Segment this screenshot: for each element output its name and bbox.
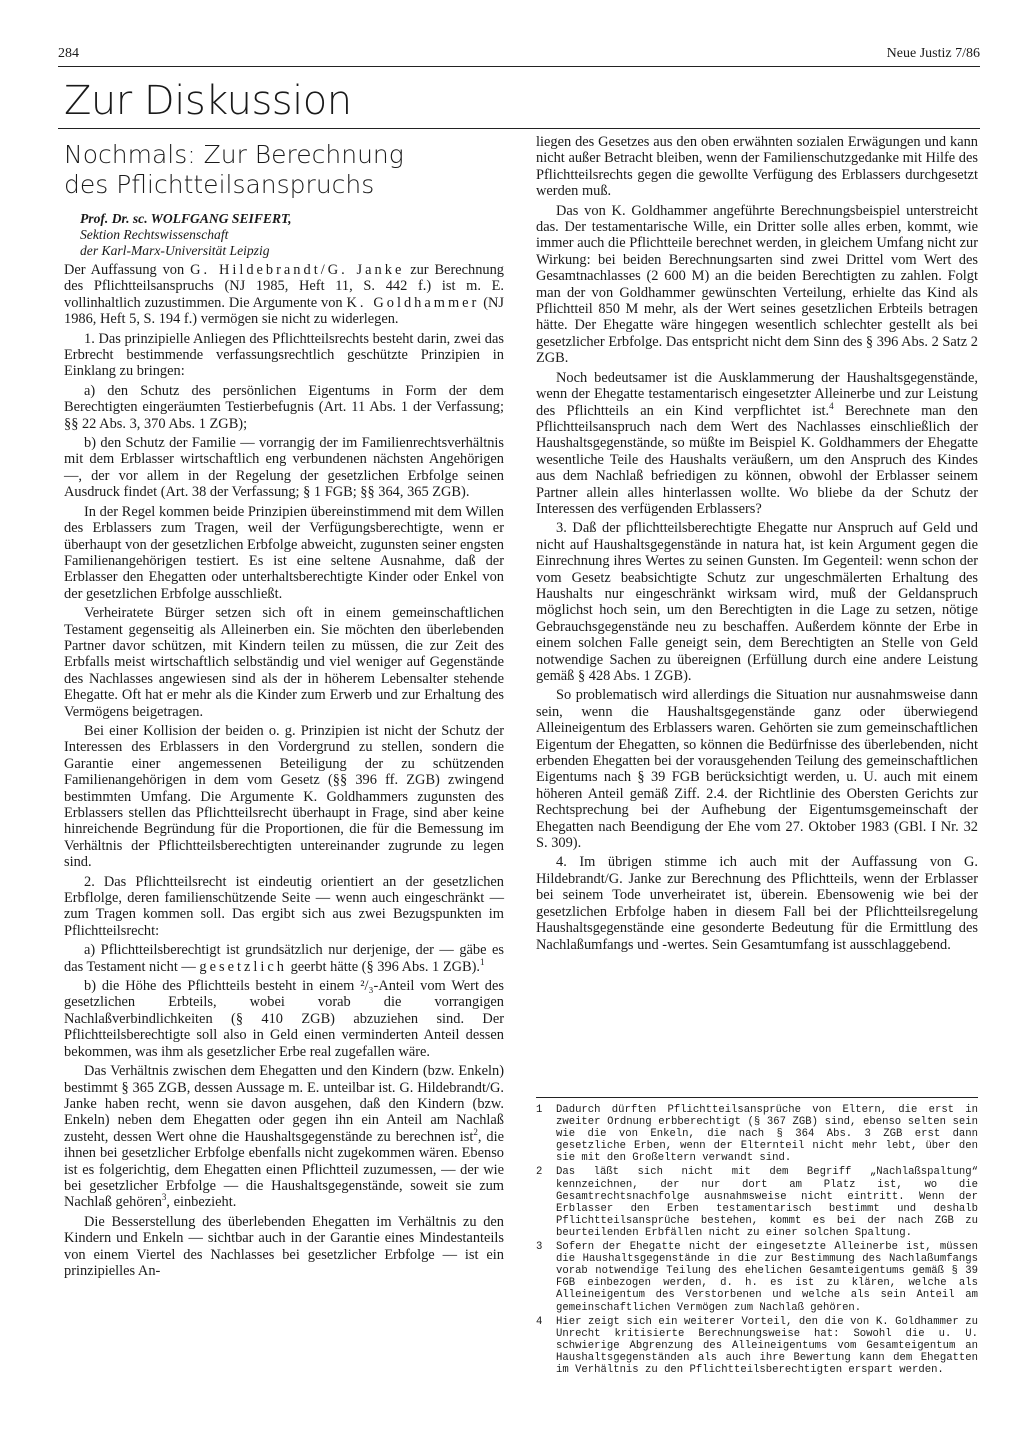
article-title bbox=[64, 140, 504, 200]
paragraph: 1. Das prinzipielle Anliegen des Pflichtteilsrechts besteht darin, zwei das Erbrecht bestimmende verfassungsrechtlich geschützte Prinzipien in Einklang zu bringen: bbox=[64, 330, 504, 380]
author-name: Prof. Dr. sc. WOLFGANG SEIFERT, bbox=[80, 211, 292, 226]
paragraph: Noch bedeutsamer ist die Ausklammerung der Haushaltsgegenstände, wenn der Ehegatte testamentarisch eingesetzter Alleinerbe und zur Leistung des Pflichtteils an ein Kind verpflichtet ist.$^4$ Berechnete man den Pflichtteilsanspruch nach dem Wert des Nachlasses einschließlich der Haushaltsgegenstände, so müßte im Beispiel K. Goldhammers der Ehegatte wesentliche Teile des Haushalts veräußern, um den Anspruch des Kindes aus dem Nachlaß befriedigen zu können, obwohl der Erblasser seinem Partner allein alles hinterlassen wollte. Wo bliebe da der Schutz der Interessen des verfügenden Erblassers? bbox=[536, 369, 978, 517]
paragraph: 2. Das Pflichtteilsrecht ist eindeutig orientiert an der gesetzlichen Erbflolge, deren familienschützende Seite — wenn auch eingeschränkt — zum Tragen kommen soll. Das ergibt sich aus zwei Bezugspunkten im Pflichtteilsrecht: bbox=[64, 873, 504, 939]
paragraph: Der Auffassung von G. Hildebrandt/G. Janke zur Berechnung des Pflichtteilsanspruchs (NJ 1985, Heft 11, S. 442 f.) ist m. E. vollinhaltlich zuzustimmen. Die Argumente von K. Goldhammer (NJ 1986, Heft 5, S. 194 f.) vermögen sie nicht zu widerlegen. bbox=[64, 262, 504, 328]
emphasis: gesetzlich bbox=[199, 958, 287, 975]
article-title-line: des Pflichtteilsanspruchs bbox=[64, 170, 375, 199]
footnote-text: Hier zeigt sich ein weiterer Vorteil, den die von K. Goldhammer zu Unrecht kritisierte Berechnungsweise hat: Sowohl die u. U. schwierige Abgrenzung des Alleineigentums vom Gesamteigentum an Haushaltsgegenständen als auch ihre Bewertung kann dem Ehegatten im Verhältnis zu den Pflichtteilsberechtigten erspart werden. bbox=[556, 1315, 978, 1376]
journal-issue: Neue Justiz 7/86 bbox=[886, 46, 980, 61]
author-reference: K. Goldhammer bbox=[346, 294, 480, 311]
author-university: der Karl-Marx-Universität Leipzig bbox=[80, 243, 270, 258]
paragraph: Das von K. Goldhammer angeführte Berechnungsbeispiel unterstreicht das. Der testamentarische Wille, ein Dritter solle alles erben, kommt, wie immer auch die Pflichtteile berechnet werden, in gleichem Umfang nicht zur Wirkung: bei beiden Berechnungsarten sind zwei Drittel vom Wert des Gesamtnachlasses (2 600 M) an die beiden Berechtigten zu zahlen. Folgt man der von Goldhammer gewünschten Verteilung, erhielte das Kind als Pflichtteil 850 M mehr, als der Wert seines gesetzlichen Erbteils betragen hätte. Der Ehegatte wäre hingegen wesentlich schlechter gestellt als bei gesetzlicher Erbfolge. Das entspricht nicht dem Sinn des § 396 Abs. 2 Satz 2 ZGB. bbox=[536, 202, 978, 367]
footnote-rule bbox=[536, 1097, 978, 1098]
paragraph: Das Verhältnis zwischen dem Ehegatten und den Kindern (bzw. Enkeln) bestimmt § 365 ZGB, dessen Aussage m. E. unteilbar ist. G. Hildebrandt/G. Janke haben recht, wenn sie davon ausgehen, daß den Kindern (bzw. Enkeln) neben dem Ehegatten oder gegen ihn ein Anteil am Nachlaß zusteht, dessen Wert ohne die Haushaltsgegenstände zu berechnen ist$^2$, die ihnen bei gesetzlicher Erbfolge ebenfalls nicht zugekommen wären. Ebenso ist es folgerichtig, dem Ehegatten einen Pflichtteil zuzumessen, — der wie bei gesetzlicher Erbfolge — die Haushaltsgegenstände, soweit sie zum Nachlaß gehören$^3$, einbezieht. bbox=[64, 1063, 504, 1211]
footnote bbox=[536, 1104, 978, 1164]
footnote-ref: 4 bbox=[829, 400, 834, 411]
paragraph: Bei einer Kollision der beiden o. g. Prinzipien ist nicht der Schutz der Interessen des Erblassers in den Vordergrund zu stellen, sondern die Garantie einer angemessenen Beteiligung der zu schützenden Familienangehörigen in dem vom Gesetz (§§ 396 ff. ZGB) zwingend bestimmten Umfang. Die Argumente K. Goldhammers zugunsten des Erblassers stellen das Pflichtteilsrecht überhaupt in Frage, sind aber keine hinreichende Begründung für die Proportionen, die für die Bemessung im Verhältnis der Pflichtteilsberechtigten untereinander zugrunde zu legen sind. bbox=[64, 722, 504, 871]
footnote-number: 3 bbox=[536, 1241, 543, 1254]
page-number: 284 bbox=[58, 46, 79, 61]
footnote-number: 2 bbox=[536, 1166, 543, 1179]
author-department: Sektion Rechtswissenschaft bbox=[80, 227, 229, 242]
footnote bbox=[536, 1166, 978, 1239]
paragraph: 3. Daß der pflichtteilsberechtigte Ehegatte nur Anspruch auf Geld und nicht auf Haushaltsgegenstände in natura hat, ist kein Argument gegen die Einrechnung ihres Wertes zu seinen Gunsten. Im Gegenteil: wenn schon der vom Gesetz beabsichtigte Schutz zur ungeschmälerten Erhaltung des Haushalts nur eingeschränkt wirksam wird, muß der Geldanspruch möglichst hoch sein, um den Berechtigten in die Lage zu setzen, nötige Gebrauchsgegenstände neu zu beschaffen. Außerdem könnte der Erbe in einem solchen Falle geneigt sein, dem Berechtigten an Stelle von Geld notwendige Sachen zu übereignen (Erfüllung durch eine andere Leistung gemäß § 428 Abs. 1 ZGB). bbox=[536, 520, 978, 684]
footnote-number: 4 bbox=[536, 1315, 543, 1328]
paragraph: So problematisch wird allerdings die Situation nur ausnahmsweise dann sein, wenn die Haushaltsgegenstände ganz oder überwiegend Alleineigentum des Erblassers waren. Gehörten sie zum gemeinschaftlichen Eigentum der Ehegatten, so können die Bedürfnisse des überlebenden, nicht erbenden Ehegatten bei der vorausgehenden Teilung des gemeinschaftlichen Eigentums nach § 39 FGB berücksichtigt werden, u. U. auch mit einem höheren Anteil gemäß Ziff. 2.4. der Richtlinie des Obersten Gerichts zur Rechtsprechung bei der Aufhebung der Eigentumsgemeinschaft der Ehegatten nach Beendigung der Ehe vom 27. Oktober 1983 (GBl. I Nr. 32 S. 309). bbox=[536, 687, 978, 852]
paragraph: Verheiratete Bürger setzen sich oft in einem gemeinschaftlichen Testament gegenseitig als Alleinerben ein. Sie möchten den überlebenden Partner davor schützen, mit Kindern teilen zu müssen, die zur Zeit des Erbfalls meist wirtschaftlich selbständig und viel weniger auf Gegenstände des Nachlasses angewiesen sind als der in höherem Lebensalter stehende Ehegatte. Oft hat er mehr als die Kinder zum Erwerb und zur Erhaltung des Vermögens beigetragen. bbox=[64, 605, 504, 720]
paragraph: b) die Höhe des Pflichtteils besteht in einem ²/₃-Anteil vom Wert des gesetzlichen Erbteils, wobei vorab die vorrangigen Nachlaßverbindlichkeiten (§ 410 ZGB) abzuziehen sind. Der Pflichtteilsberechtigte soll also in Geld einen verminderten Anteil dessen bekommen, was ihm als gesetzlicher Erbe real zugefallen wäre. bbox=[64, 978, 504, 1060]
footnote-ref: 1 bbox=[480, 956, 485, 967]
paragraph: Die Besserstellung des überlebenden Ehegatten im Verhältnis zu den Kindern und Enkeln — sichtbar auch in der Garantie eines Mindestanteils von einem Viertel des Nachlasses bei gesetzlicher Erbfolge — ist ein prinzipielles An- bbox=[64, 1213, 504, 1279]
footnote-text: Das läßt sich nicht mit dem Begriff „Nachlaßspaltung“ kennzeichnen, der nur dort am Platz ist, wo die Gesamtrechtsnachfolge ausnahmsweise nicht eintritt. Wenn der Erblasser den Erben testamentarisch bestimmt und deshalb Pflichtteilsansprüche bestehen, kommt es bei der nach ZGB zu beurteilenden Erbfällen nicht zu einer solchen Spaltung. bbox=[556, 1166, 978, 1239]
paragraph: b) den Schutz der Familie — vorrangig der im Familienrechtsverhältnis mit dem Erblasser wirtschaftlich eng verbundenen nächsten Angehörigen —, der vor allem in der Regelung der gesetzlichen Erbfolge seinen Ausdruck findet (Art. 38 der Verfassung; § 1 FGB; §§ 364, 365 ZGB). bbox=[64, 435, 504, 501]
left-column bbox=[64, 262, 504, 1282]
footnote-ref: 3 bbox=[161, 1192, 167, 1203]
paragraph: a) Pflichtteilsberechtigt ist grundsätzlich nur derjenige, der — gäbe es das Testament nicht — gesetzlich geerbt hätte (§ 396 Abs. 1 ZGB).$^1$ bbox=[64, 942, 504, 975]
footnote-text: Dadurch dürften Pflichtteilsansprüche von Eltern, die erst in zweiter Ordnung erbberechtigt (§ 367 ZGB) sind, ebenso selten sein wie die von Enkeln, die nach § 364 Abs. 3 ZGB erst dann gesetzliche Erben, wenn der Elternteil nicht mehr lebt, über den sie mit den Großeltern verwandt sind. bbox=[556, 1104, 978, 1165]
paragraph: 4. Im übrigen stimme ich auch mit der Auffassung von G. Hildebrandt/G. Janke zur Berechnung des Pflichtteils, wenn der Erblasser bei seinem Tode unverheiratet ist, überein. Ebensowenig wie bei der gesetzlichen Erbfolge haben in diesem Fall bei der Pflichtteilsregelung Haushaltsgegenstände eine gesonderte Bedeutung für die Ermittlung des Nachlaßumfangs und -wertes. Sein Gesamtumfang ist ausschlaggebend. bbox=[536, 854, 978, 953]
footnote-number: 1 bbox=[536, 1104, 543, 1116]
author-block bbox=[80, 211, 500, 259]
right-column bbox=[536, 134, 978, 956]
header-rule bbox=[58, 66, 980, 67]
paragraph: a) den Schutz des persönlichen Eigentums in Form der dem Berechtigten eingeräumten Testierbefugnis (Art. 11 Abs. 1 der Verfassung; §§ 22 Abs. 3, 370 Abs. 1 ZGB); bbox=[64, 382, 504, 432]
footnote bbox=[536, 1241, 978, 1314]
footnote bbox=[536, 1316, 978, 1376]
section-rule bbox=[58, 128, 980, 129]
footnote-text: Sofern der Ehegatte nicht der eingesetzte Alleinerbe ist, müssen die Haushaltsgegenstände in die zur Bestimmung des Nachlaßumfangs vorab notwendige Teilung des ehelichen Gesamteigentums gemäß § 39 FGB einbezogen werden, d. h. es ist zu klären, welche als Alleineigentum des Verstorbenen und welche als sein Anteil am gemeinschaftlichen Vermögen zum Nachlaß gehören. bbox=[556, 1241, 978, 1314]
section-title: Zur Diskussion bbox=[64, 78, 352, 124]
footnotes bbox=[536, 1104, 978, 1378]
footnote-ref: 2 bbox=[473, 1126, 478, 1137]
paragraph: In der Regel kommen beide Prinzipien übereinstimmend mit dem Willen des Erblassers zum Tragen, weil der Verfügungsberechtigte, wenn er überhaupt von der gesetzlichen Erbfolge abweicht, zugunsten seiner engsten Familienangehörigen testiert. Es ist eine seltene Ausnahme, daß der Erblasser den Ehegatten oder unterhaltsberechtigte Kinder oder Enkel von der gesetzlichen Erbfolge ausschließt. bbox=[64, 503, 504, 602]
article-title-line: Nochmals: Zur Berechnung bbox=[64, 140, 404, 169]
paragraph: liegen des Gesetzes aus den oben erwähnten sozialen Erwägungen und kann nicht außer Betracht bleiben, wenn der Familienschutzgedanke mit Hilfe des Pflichtteilsrechts gegen die gewollte Verfügung des Erblassers durchgesetzt werden muß. bbox=[536, 134, 978, 200]
author-reference: G. Hildebrandt/G. Janke bbox=[190, 262, 405, 278]
